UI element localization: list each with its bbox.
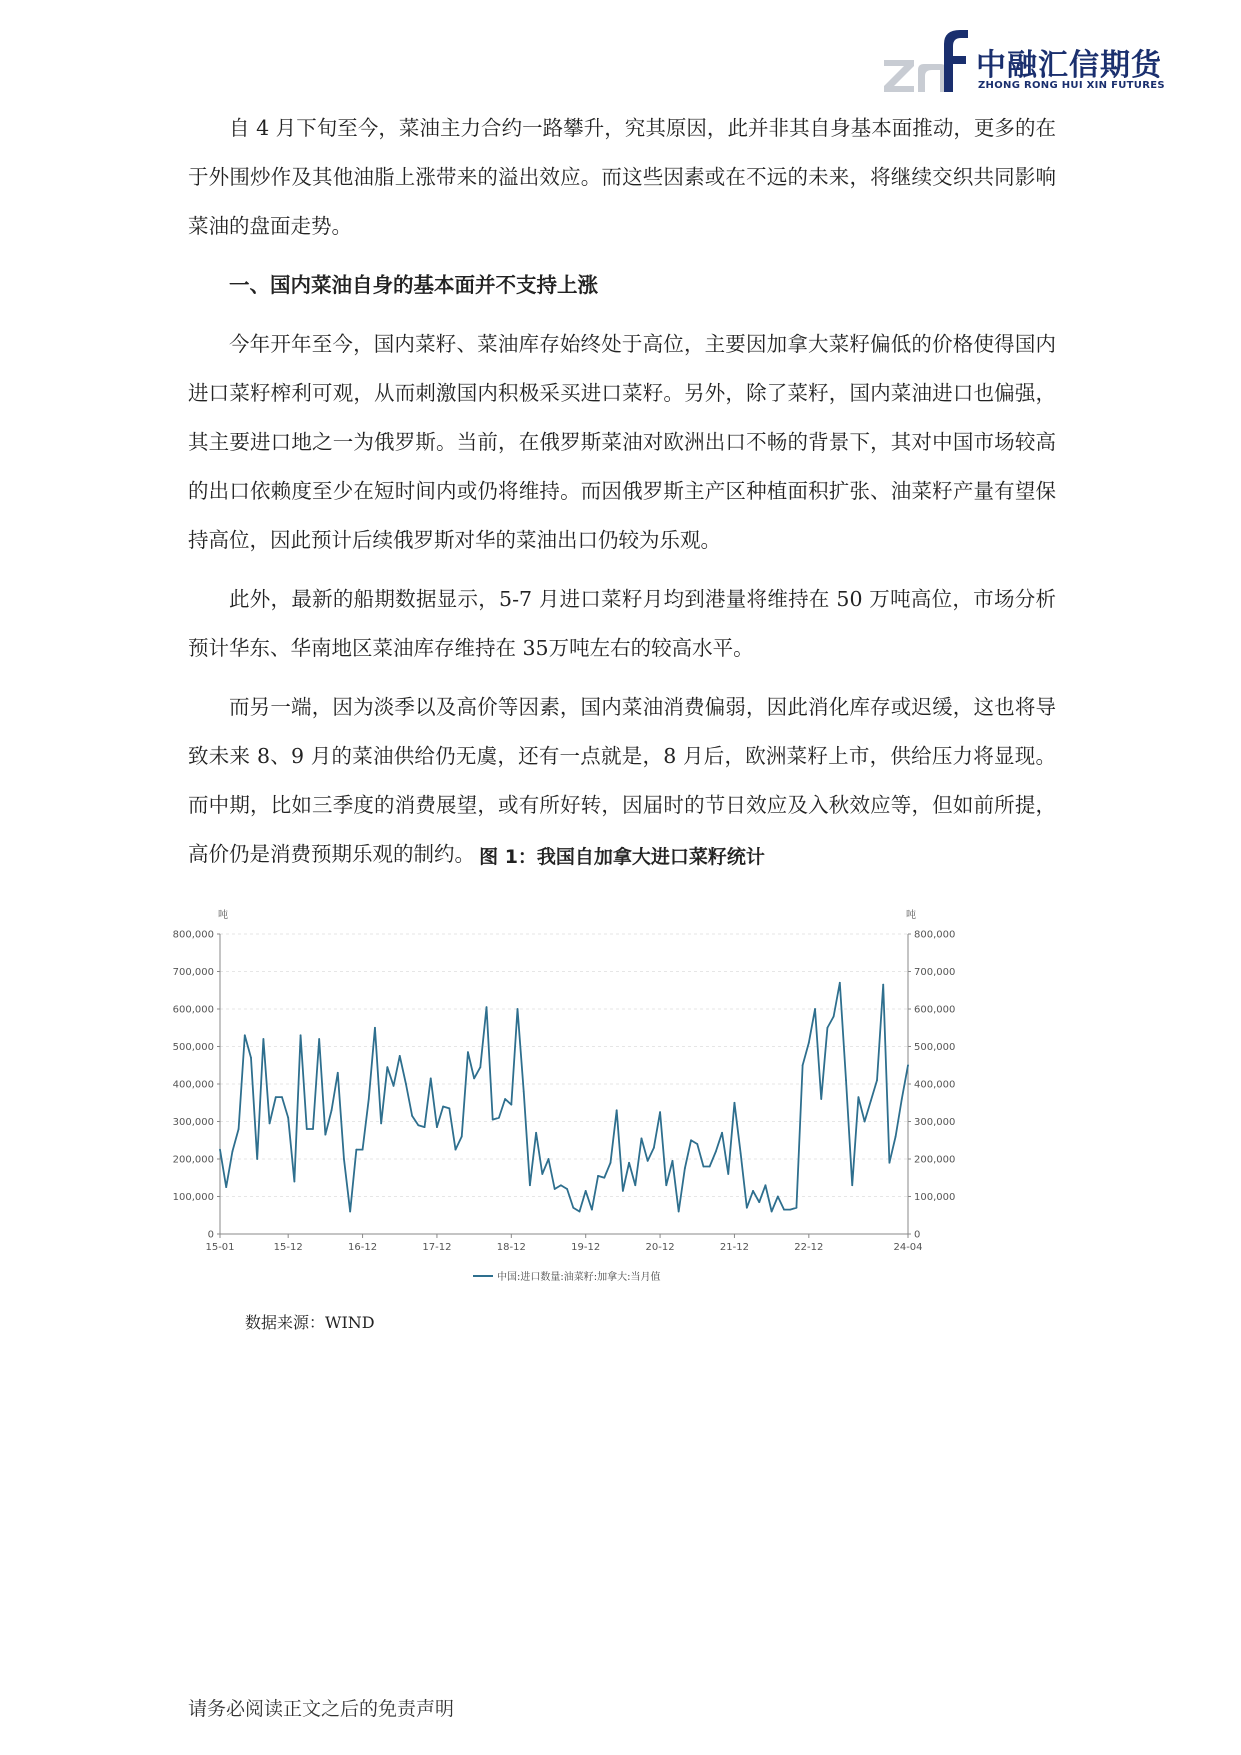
data-point <box>374 1027 376 1029</box>
section-heading: 一、国内菜油自身的基本面并不支持上涨 <box>229 273 598 297</box>
data-point <box>318 1038 320 1040</box>
data-point <box>287 1117 289 1119</box>
data-point <box>597 1175 599 1177</box>
data-point <box>566 1188 568 1190</box>
data-point <box>876 1079 878 1081</box>
line-chart <box>172 878 1056 1308</box>
data-point <box>492 1119 494 1121</box>
right-unit-label: 吨 <box>906 910 916 921</box>
y-tick-label-left: 400,000 <box>172 1079 214 1091</box>
y-tick-label-left: 600,000 <box>172 1004 214 1016</box>
y-tick-label-left: 300,000 <box>172 1117 214 1128</box>
data-point <box>851 1184 853 1186</box>
znf-logo-icon <box>880 26 970 96</box>
data-point <box>275 1096 277 1098</box>
import-chart <box>172 878 1056 1308</box>
y-tick-label-right: 0 <box>914 1229 921 1241</box>
data-point <box>238 1128 240 1130</box>
data-point <box>448 1107 450 1109</box>
data-point <box>839 982 841 984</box>
data-point <box>721 1132 723 1134</box>
data-point <box>455 1149 457 1151</box>
data-point <box>715 1151 717 1153</box>
data-point <box>504 1098 506 1100</box>
x-tick-label: 16-12 <box>348 1242 378 1253</box>
data-point <box>895 1136 897 1138</box>
x-tick-label: 21-12 <box>719 1242 749 1253</box>
data-point <box>300 1034 302 1036</box>
data-point <box>882 984 884 986</box>
data-point <box>306 1128 308 1130</box>
data-point <box>380 1122 382 1124</box>
data-point <box>628 1162 630 1164</box>
data-point <box>758 1201 760 1203</box>
data-point <box>312 1128 314 1130</box>
x-tick-label: 18-12 <box>496 1242 526 1253</box>
data-point <box>572 1207 574 1209</box>
data-point <box>529 1184 531 1186</box>
data-point <box>219 1149 221 1151</box>
y-tick-label-left: 0 <box>207 1229 214 1241</box>
data-point <box>473 1077 475 1079</box>
data-point <box>517 1008 519 1010</box>
article-body <box>188 104 1056 889</box>
data-point <box>269 1122 271 1124</box>
data-point <box>591 1209 593 1211</box>
data-point <box>777 1196 779 1198</box>
y-tick-label-right: 600,000 <box>914 1004 956 1016</box>
data-point <box>858 1096 860 1098</box>
data-point <box>820 1098 822 1100</box>
data-point <box>752 1190 754 1192</box>
data-point <box>610 1162 612 1164</box>
series-line <box>220 983 908 1212</box>
data-point <box>225 1186 227 1188</box>
data-point <box>827 1027 829 1029</box>
y-ticks <box>173 930 956 1241</box>
data-point <box>554 1188 556 1190</box>
y-tick-label-right: 500,000 <box>914 1042 956 1053</box>
y-tick-label-right: 700,000 <box>914 967 956 978</box>
data-point <box>802 1064 804 1066</box>
disclaimer-footer: 请务必阅读正文之后的免责声明 <box>188 1698 455 1720</box>
data-point <box>616 1109 618 1111</box>
data-point <box>690 1139 692 1141</box>
y-tick-label-right: 400,000 <box>914 1079 956 1091</box>
data-point <box>746 1207 748 1209</box>
data-point <box>399 1055 401 1057</box>
y-tick-label-right: 100,000 <box>914 1192 956 1203</box>
paragraph: 而另一端，因为淡季以及高价等因素，国内菜油消费偏弱，因此消化库存或迟缓，这也将导致未来 8、9 月的菜油供给仍无虞，还有一点就是，8 月后，欧洲菜籽上市，供给压力将显现。而中期，比如三季度的消费展望，或有所好转，因届时的节日效应及入秋效应等，但如前所提，高价仍是消费预期乐观的制约。 <box>188 695 1056 866</box>
data-point <box>814 1008 816 1010</box>
data-point <box>368 1098 370 1100</box>
data-point <box>864 1121 866 1123</box>
y-tick-label-left: 700,000 <box>172 967 214 978</box>
x-tick-label: 15-01 <box>205 1242 235 1253</box>
data-point <box>498 1117 500 1119</box>
data-point <box>467 1051 469 1053</box>
data-point <box>442 1106 444 1108</box>
gridlines <box>220 934 908 1197</box>
data-point <box>672 1160 674 1162</box>
data-point <box>386 1066 388 1068</box>
x-tick-label: 17-12 <box>422 1242 452 1253</box>
x-tick-label: 20-12 <box>645 1242 675 1253</box>
data-point <box>653 1147 655 1149</box>
data-point <box>870 1100 872 1102</box>
data-point <box>560 1184 562 1186</box>
data-point <box>796 1207 798 1209</box>
data-point <box>833 1016 835 1018</box>
data-point <box>337 1072 339 1074</box>
figure-title: 图 1：我国自加拿大进口菜籽统计 <box>479 846 765 868</box>
data-point <box>411 1115 413 1117</box>
data-point <box>362 1149 364 1151</box>
y-tick-label-left: 500,000 <box>172 1042 214 1053</box>
data-point <box>901 1098 903 1100</box>
y-tick-label-left: 800,000 <box>172 929 214 941</box>
paragraph: 此外，最新的船期数据显示，5-7 月进口菜籽月均到港量将维持在 50 万吨高位，市场分析预计华东、华南地区菜油库存维持在 35万吨左右的较高水平。 <box>188 587 1056 660</box>
y-tick-label-left: 100,000 <box>172 1192 214 1203</box>
x-tick-label: 15-12 <box>273 1242 303 1253</box>
paragraph: 今年开年至今，国内菜籽、菜油库存始终处于高位，主要因加拿大菜籽偏低的价格使得国内进口菜籽榨利可观，从而刺激国内积极采买进口菜籽。另外，除了菜籽，国内菜油进口也偏强，其主要进口地之一为俄罗斯。当前，在俄罗斯菜油对欧洲出口不畅的背景下，其对中国市场较高的出口依赖度至少在短时间内或仍将维持。而因俄罗斯主产区种植面积扩张、油菜籽产量有望保持高位，因此预计后续俄罗斯对华的菜油出口仍较为乐观。 <box>188 332 1056 552</box>
data-point <box>232 1151 234 1153</box>
data-point <box>548 1158 550 1160</box>
data-point <box>541 1173 543 1175</box>
x-ticks <box>205 1234 922 1253</box>
data-point <box>355 1149 357 1151</box>
data-point <box>771 1211 773 1213</box>
legend-label: 中国:进口数量:油菜籽:加拿大:当月值 <box>497 1272 661 1283</box>
data-point <box>622 1190 624 1192</box>
data-point <box>436 1126 438 1128</box>
y-tick-label-right: 800,000 <box>914 929 956 941</box>
paragraph: 自 4 月下旬至今，菜油主力合约一路攀升，究其原因，此并非其自身基本面推动，更多的在于外围炒作及其他油脂上涨带来的溢出效应。而这些因素或在不远的未来，将继续交织共同影响菜油的盘面走势。 <box>188 116 1056 238</box>
data-point <box>324 1134 326 1136</box>
data-point <box>293 1181 295 1183</box>
data-point <box>789 1209 791 1211</box>
data-point <box>331 1109 333 1111</box>
data-point <box>262 1038 264 1040</box>
data-point <box>678 1211 680 1213</box>
data-point <box>256 1158 258 1160</box>
data-point <box>349 1211 351 1213</box>
data-point <box>603 1177 605 1179</box>
company-logo <box>880 26 1180 96</box>
x-tick-label: 24-04 <box>893 1242 923 1253</box>
data-point <box>709 1166 711 1168</box>
left-unit-label: 吨 <box>218 910 228 921</box>
data-point <box>647 1160 649 1162</box>
data-point <box>703 1166 705 1168</box>
y-tick-label-right: 300,000 <box>914 1117 956 1128</box>
data-point <box>889 1162 891 1164</box>
logo-chinese-name: 中融汇信期货 <box>976 48 1162 83</box>
data-point <box>424 1126 426 1128</box>
data-point <box>281 1096 283 1098</box>
data-point <box>585 1190 587 1192</box>
data-point <box>343 1158 345 1160</box>
logo-english-name: ZHONG RONG HUI XIN FUTURES <box>978 80 1165 91</box>
data-point <box>523 1091 525 1093</box>
data-point <box>461 1136 463 1138</box>
data-point <box>907 1064 909 1066</box>
data-source: 数据来源：WIND <box>245 1313 375 1332</box>
data-point <box>510 1104 512 1106</box>
data-point <box>634 1184 636 1186</box>
y-tick-label-right: 200,000 <box>914 1154 956 1166</box>
data-point <box>417 1124 419 1126</box>
y-tick-label-left: 200,000 <box>172 1154 214 1166</box>
data-point <box>430 1077 432 1079</box>
data-point <box>579 1211 581 1213</box>
data-point <box>250 1057 252 1059</box>
x-tick-label: 22-12 <box>794 1242 824 1253</box>
data-point <box>393 1085 395 1087</box>
data-point <box>479 1066 481 1068</box>
data-point <box>659 1111 661 1113</box>
data-point <box>405 1083 407 1085</box>
x-tick-label: 19-12 <box>571 1242 601 1253</box>
data-point <box>734 1102 736 1104</box>
data-point <box>765 1184 767 1186</box>
data-point <box>808 1042 810 1044</box>
data-point <box>845 1079 847 1081</box>
data-point <box>684 1167 686 1169</box>
data-point <box>783 1209 785 1211</box>
data-point <box>244 1034 246 1036</box>
data-point <box>740 1152 742 1154</box>
data-point <box>535 1132 537 1134</box>
data-point <box>665 1184 667 1186</box>
data-point <box>486 1006 488 1008</box>
data-point <box>641 1137 643 1139</box>
data-point <box>696 1143 698 1145</box>
data-point <box>727 1173 729 1175</box>
